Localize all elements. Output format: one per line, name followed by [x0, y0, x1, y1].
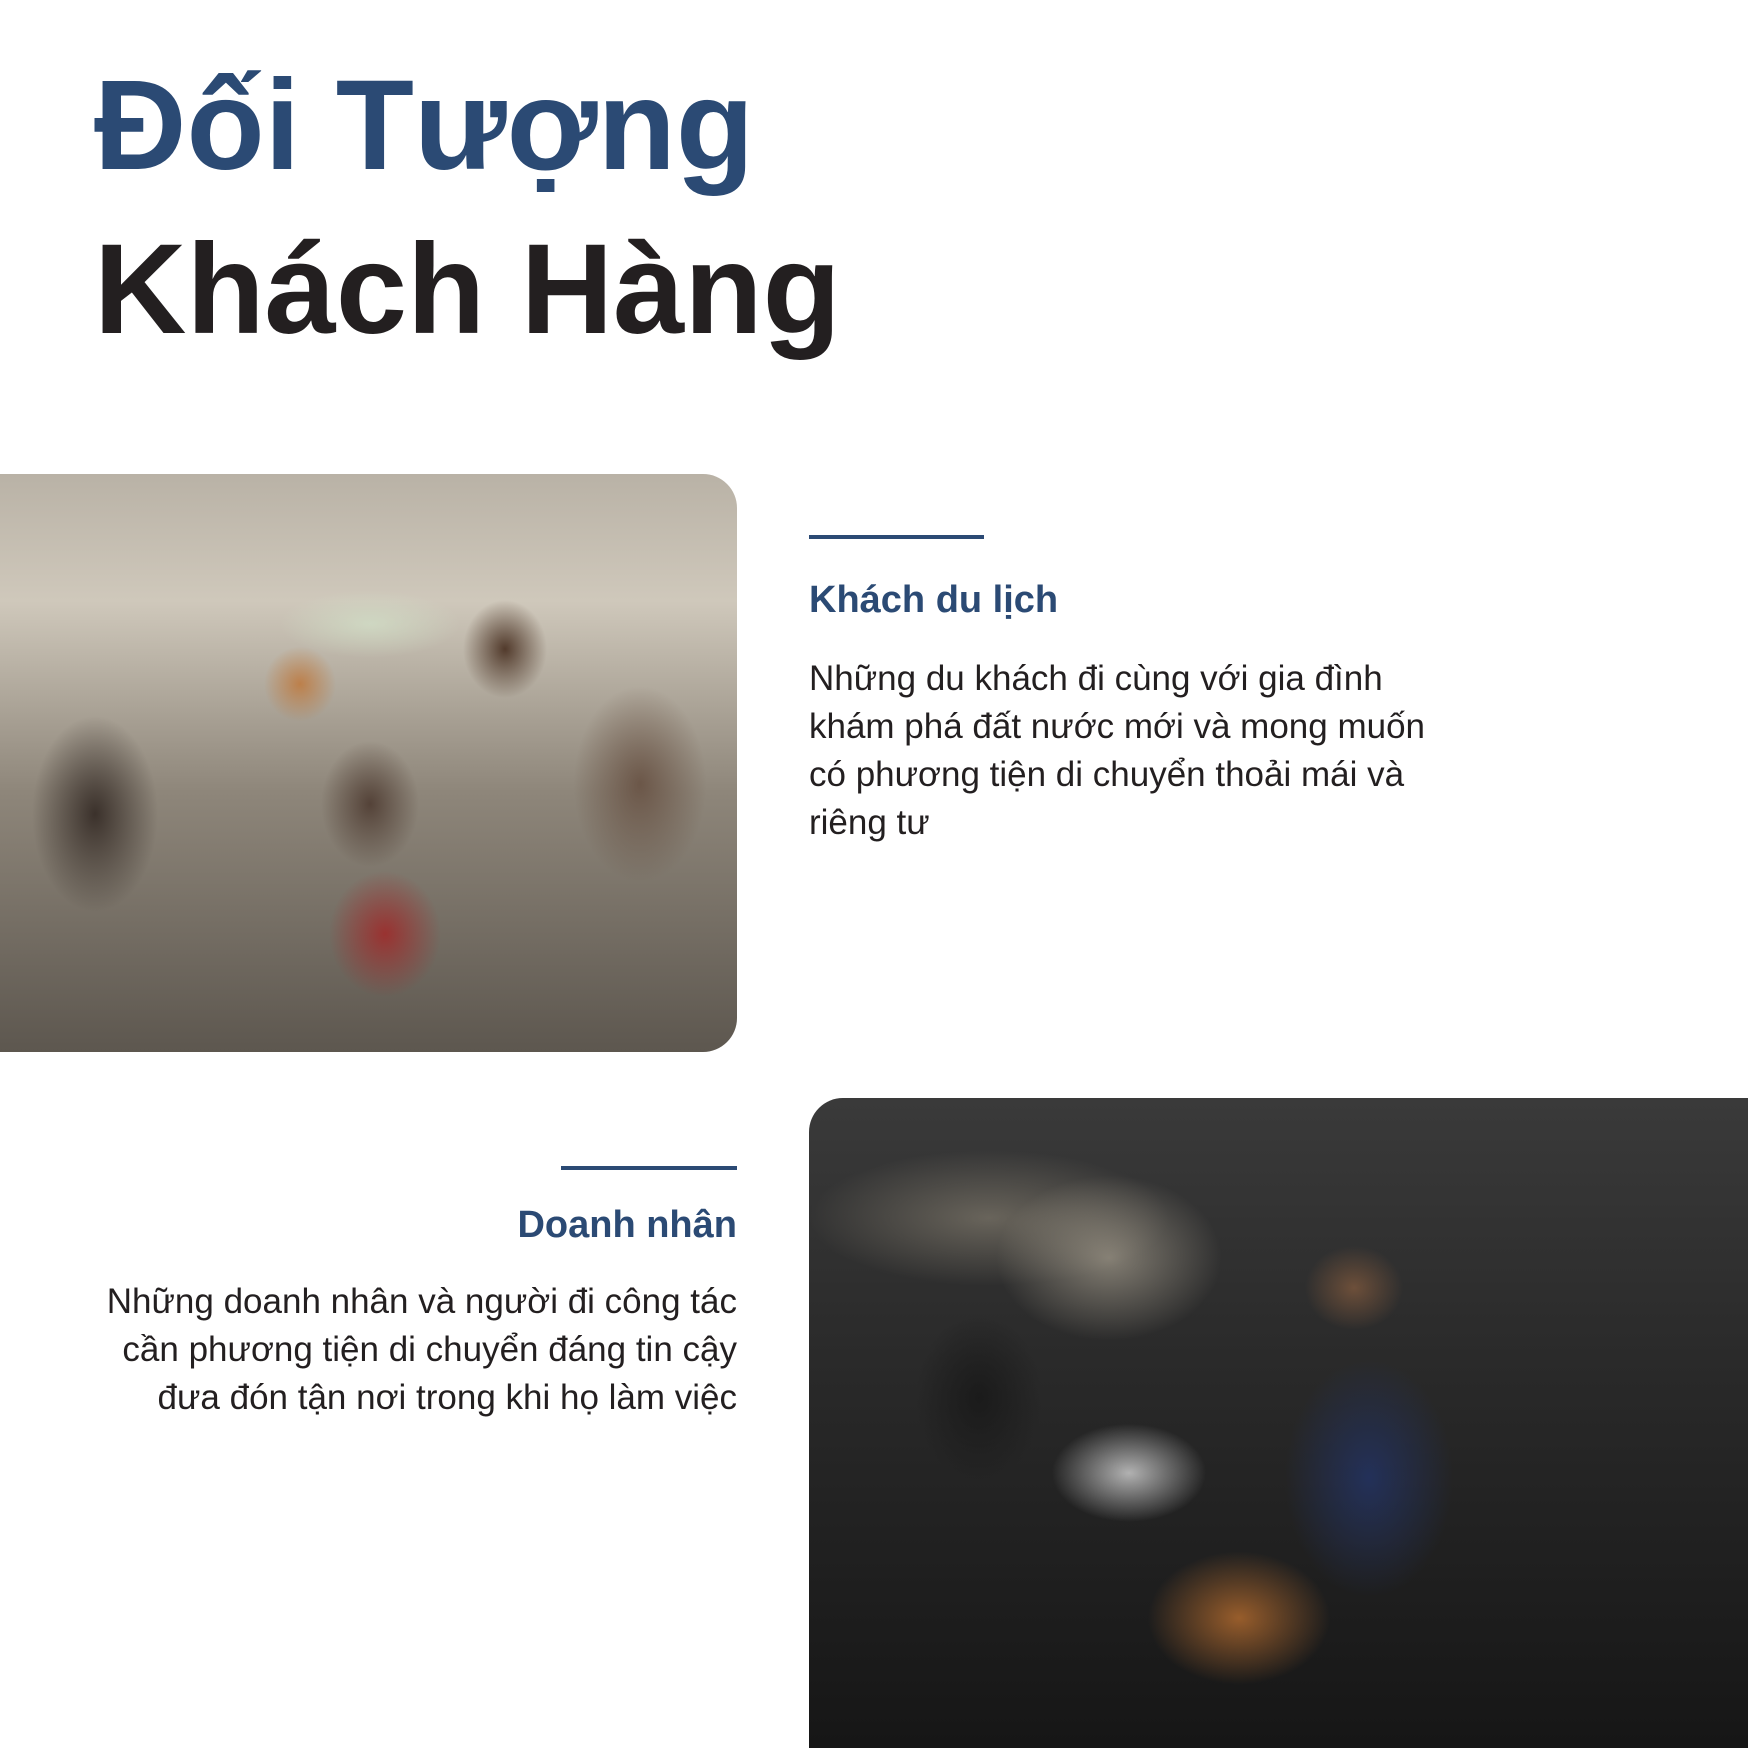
segment-description-travel: Những du khách đi cùng với gia đình khám phá đất nước mới và mong muốn có phương tiện di chuyển thoải mái và riêng tư: [809, 659, 1426, 842]
section-divider-travel: [809, 535, 984, 539]
segment-heading-business: Doanh nhân: [517, 1204, 737, 1246]
business-passenger-photo: [809, 1098, 1748, 1748]
segment-description-business: Những doanh nhân và người đi công tác cần phương tiện di chuyển đáng tin cậy đưa đón tận nơi trong khi họ làm việc: [106, 1282, 737, 1417]
family-travel-photo: [0, 474, 737, 1052]
segment-heading-travel: Khách du lịch: [809, 579, 1059, 621]
section-divider-business: [561, 1166, 737, 1170]
page-title-line-2: Khách Hàng: [94, 218, 841, 361]
page-title-line-1: Đối Tượng: [94, 54, 754, 197]
